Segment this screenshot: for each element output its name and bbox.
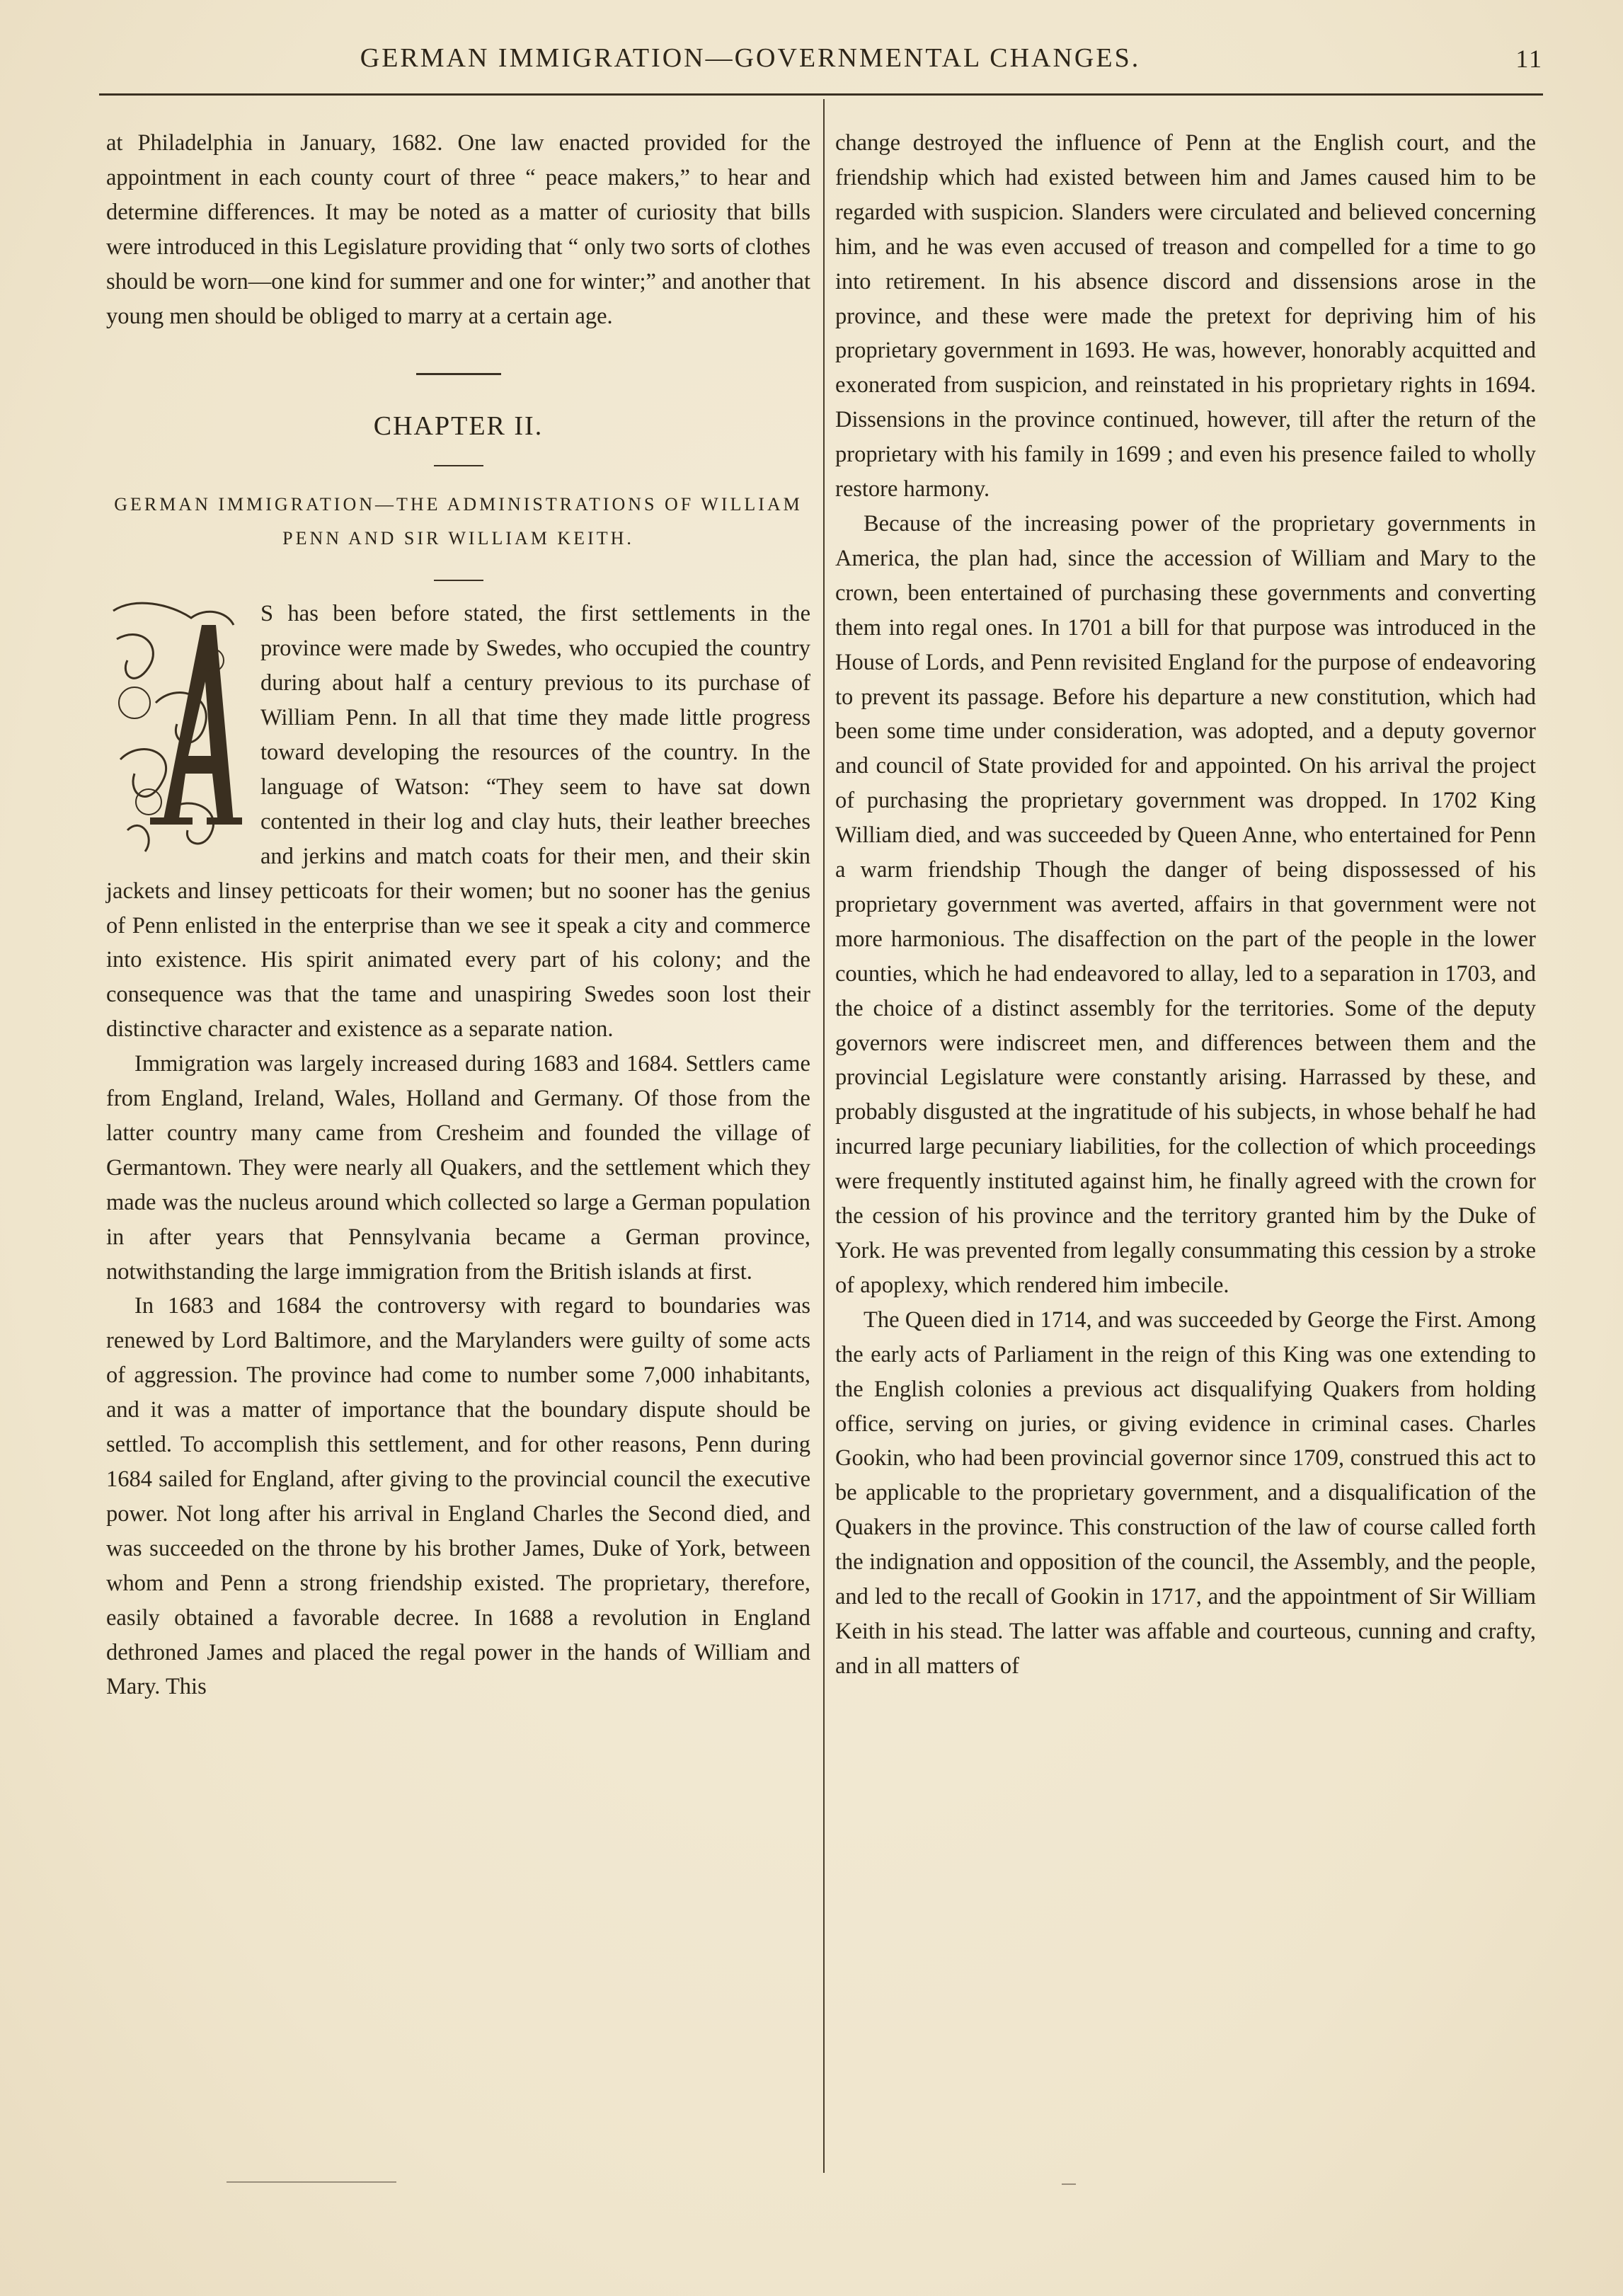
ornamental-initial	[106, 597, 248, 862]
right-column	[835, 126, 1536, 1684]
running-head	[99, 40, 1543, 82]
ornamental-initial-icon	[106, 597, 248, 862]
running-title: GERMAN IMMIGRATION—GOVERNMENTAL CHANGES.	[360, 43, 1141, 73]
immigration-paragraph: Immigration was largely increased during 1683 and 1684. Settlers came from England, Ireland, Wales, Holland and Germany. Of those from the latter country many came from Cresheim and founded the village of Germantown. They were nearly all Quakers, and the settlement which they made was the nucleus around which collected so large a German population in after years that Pennsylvania became a German province, notwithstanding the large immigration from the British islands at first.	[106, 1051, 810, 1285]
chapter-subtitle: GERMAN IMMIGRATION—THE ADMINISTRATIONS OF WILLIAM PENN AND SIR WILLIAM KEITH.	[114, 494, 803, 549]
page-number: 11	[1515, 45, 1543, 73]
left-column	[106, 126, 810, 1704]
left-continued-paragraph: at Philadelphia in January, 1682. One law enacted provided for the appointment in each county court of three “ peace makers,” to hear and determine differences. It may be noted as a matter of curiosity that bills were introduced in this Legislature providing that “ only two sorts of clothes should be worn—one kind for summer and one for winter;” and another that young men should be obliged to marry at a certain age.	[106, 130, 810, 329]
controversy-paragraph: In 1683 and 1684 the controversy with regard to boundaries was renewed by Lord Baltimore, and the Marylanders were guilty of some acts of aggression. The province had come to number some 7,000 inhabitants, and it was a matter of importance that the boundary dispute should be settled. To accomplish this settlement, and for other reasons, Penn during 1684 sailed for England, after giving to the provincial council the executive power. Not long after his arrival in England Charles the Second died, and was succeeded on the throne by his brother James, Duke of York, between whom and Penn a strong friendship existed. The proprietary, therefore, easily obtained a favorable decree. In 1688 a revolution in England dethroned James and placed the regal power in the hands of William and Mary. This	[106, 1293, 810, 1700]
chapter-opening	[106, 597, 810, 1047]
queen-paragraph: The Queen died in 1714, and was succeeded by George the First. Among the early acts of Parliament in the reign of this King was one extending to the English colonies a previous act disqualifying Quakers from holding office, serving on juries, or giving evidence in criminal cases. Charles Gookin, who had been provincial governor since 1709, construed this act to be applicable to the proprietary government, and a disqualification of the Quakers in the province. This construction of the law of course called forth the indignation and opposition of the council, the Assembly, and the people, and led to the recall of Gookin in 1717, and the appointment of Sir William Keith in his stead. The latter was affable and courteous, cunning and crafty, and in all matters of	[835, 1307, 1536, 1679]
footer-mark	[226, 2181, 396, 2183]
chapter-title: CHAPTER II.	[373, 411, 544, 442]
right-continued-paragraph: change destroyed the influence of Penn at the English court, and the friendship which had existed between him and James caused him to be regarded with suspicion. Slanders were circulated and believed concerning him, and he was even accused of treason and compelled for a time to go into retirement. In his absence discord and dissensions arose in the province, and these were made the pretext for depriving him of his proprietary government in 1693. He was, however, honorably acquitted and exonerated from suspicion, and reinstated in his proprietary rights in 1694. Dissensions in the province continued, however, till after the return of the proprietary with his family in 1699 ; and even his presence failed to wholly restore harmony.	[835, 130, 1536, 503]
chapter-first-paragraph-text: S has been before stated, the first settlements in the province were made by Swedes, who occupied the country during about half a century previous to its purchase of William Penn. In all that time they made little progress toward developing the resources of the country. In the language of Watson: “They seem to have sat down contented in their log and clay huts, their leather breeches and jerkins and match coats for their men, and their skin jackets and linsey petticoats for their women; but no sooner has the genius of Penn enlisted in the enterprise than we see it speak a city and commerce into existence. His spirit animated every part of his colony; and the consequence was that the tame and unaspiring Swedes soon lost their distinctive character and existence as a separate nation.	[106, 601, 810, 1043]
header-rule	[99, 93, 1543, 96]
footer-mark-small	[1062, 2183, 1076, 2185]
column-divider	[823, 99, 825, 2173]
proprietary-paragraph: Because of the increasing power of the proprietary governments in America, the plan had, since the accession of William and Mary to the crown, been entertained of purchasing these governments and converting them into regal ones. In 1701 a bill for that purpose was introduced in the House of Lords, and Penn revisited England for the purpose of endeavoring to prevent its passage. Before his departure a new constitution, which had been some time under consideration, was adopted, and a deputy governor and council of State provided for and appointed. On his arrival the project of purchasing the proprietary government was dropped. In 1702 King William died, and was succeeded by Queen Anne, who entertained for Penn a warm friendship Though the danger of being dispossessed of his proprietary government was averted, affairs in that government were not more harmonious. The disaffection on the part of the people in the lower counties, which he had endeavored to allay, led to a separation in 1703, and the choice of a distinct assembly for the territories. Some of the deputy governors were indiscreet men, and differences between them and the provincial Legislature were constantly arising. Harrassed by these, and probably disgusted at the ingratitude of his subjects, in whose behalf he had incurred large pecuniary liabilities, for the collection of which proceedings were frequently instituted against him, he finally agreed with the crown for the cession of his province and the territory granted him by the Duke of York. He was prevented from legally consummating this cession by a stroke of apoplexy, which rendered him imbecile.	[835, 510, 1536, 1298]
